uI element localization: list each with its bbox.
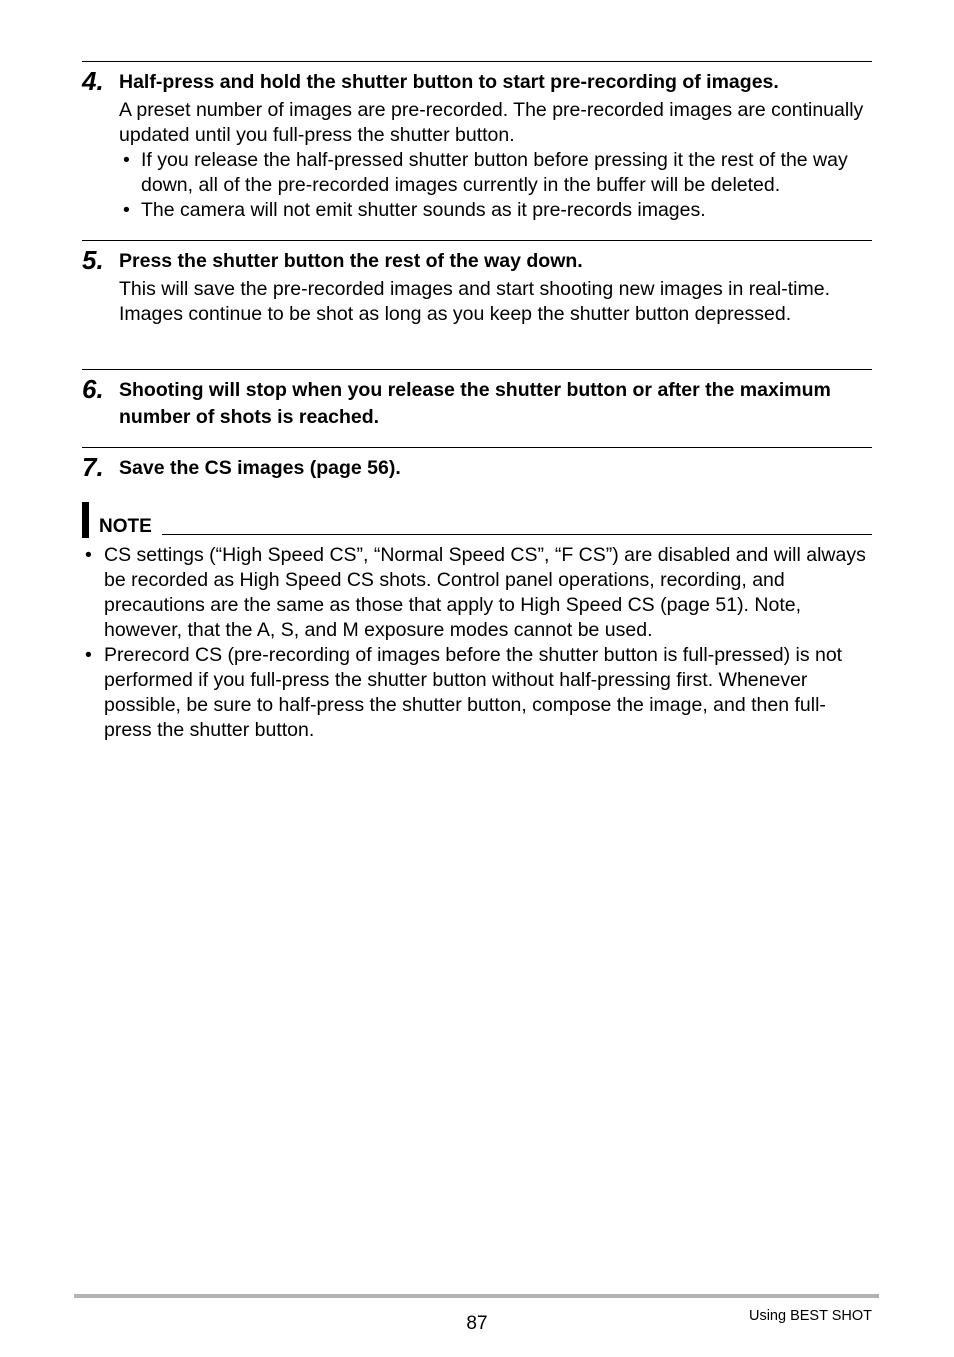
step-title: Shooting will stop when you release the shutter button or after the maximum number of shots is reached. [119, 379, 831, 428]
step-title: Half-press and hold the shutter button to start pre-recording of images. [119, 71, 779, 93]
step-title: Save the CS images (page 56). [119, 457, 401, 479]
page-number: 87 [466, 1313, 488, 1334]
list-item: • CS settings (“High Speed CS”, “Normal Speed CS”, “F CS”) are disabled and will always be recorded as High Speed CS shots. Control panel operations, recording, and precautions are the same as those that apply to High Speed CS (page 51). Note, however, that the A, S, and M exposure modes cannot be used. [82, 543, 872, 643]
step-number: 4. [82, 66, 104, 96]
step-bullets [119, 148, 879, 223]
step-number: 6. [82, 374, 104, 404]
list-item: • The camera will not emit shutter sounds as it pre-records images. [119, 198, 879, 223]
step-6 [82, 369, 872, 446]
step-number: 7. [82, 452, 104, 482]
note-list [82, 543, 872, 743]
step-number: 5. [82, 245, 104, 275]
footer-divider [74, 1294, 879, 1298]
note-header [82, 502, 872, 538]
step-title: Press the shutter button the rest of the way down. [119, 250, 583, 272]
step-5 [82, 240, 872, 367]
step-7 [82, 447, 872, 494]
note-divider [162, 534, 872, 535]
note-label: NOTE [99, 516, 152, 537]
step-body: A preset number of images are pre-recorded. The pre-recorded images are continually updated until you full-press the shutter button. [119, 99, 864, 146]
section-name: Using BEST SHOT [748, 1308, 872, 1324]
step-body: This will save the pre-recorded images and start shooting new images in real-time. Images continue to be shot as long as you keep the shutter button depressed. [119, 278, 830, 325]
list-item: • Prerecord CS (pre-recording of images before the shutter button is full-pressed) is not performed if you full-press the shutter button without half-pressing first. Whenever possible, be sure to half-press the shutter button, compose the image, and then full-press the shutter button. [82, 643, 872, 743]
step-4 [82, 61, 872, 238]
note-bar-icon [82, 502, 89, 538]
list-item: • If you release the half-pressed shutter button before pressing it the rest of the way down, all of the pre-recorded images currently in the buffer will be deleted. [119, 148, 879, 198]
